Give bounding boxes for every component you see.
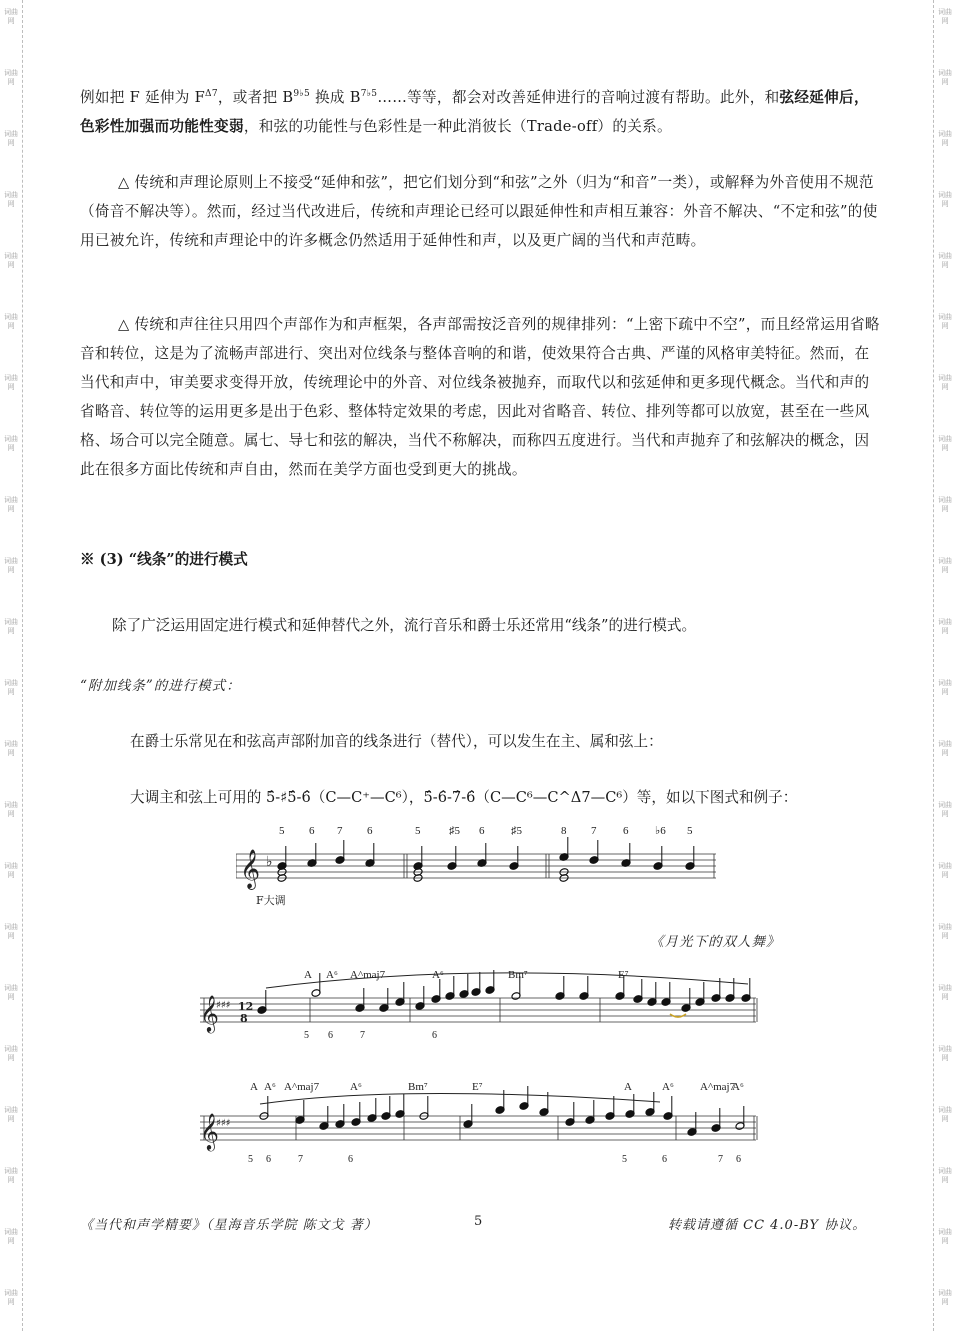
scale-degree-label: 6 (266, 1154, 271, 1165)
watermark-mark: 词曲网 (4, 8, 18, 25)
scale-degree-label: 6 (328, 1030, 333, 1041)
phrase-slur (266, 973, 748, 988)
watermark-mark: 词曲网 (4, 69, 18, 86)
sharp-key-signature-2: ♯♯♯ (216, 1118, 231, 1129)
watermark-mark: 词曲网 (4, 862, 18, 879)
scale-degree-label: 6 (432, 1030, 437, 1041)
watermark-mark: 词曲网 (938, 1289, 952, 1306)
section-heading: ※ (3) “线条”的进行模式 (80, 551, 248, 568)
watermark-mark: 词曲网 (938, 374, 952, 391)
watermark-mark: 词曲网 (4, 557, 18, 574)
chord-symbol: Bm⁷ (408, 1081, 428, 1093)
watermark-mark: 词曲网 (938, 923, 952, 940)
watermark-mark: 词曲网 (938, 557, 952, 574)
watermark-mark: 词曲网 (4, 1167, 18, 1184)
scale-degree-label: ♭6 (655, 825, 666, 837)
watermark-mark: 词曲网 (4, 679, 18, 696)
watermark-mark: 词曲网 (4, 1228, 18, 1245)
watermark-mark: 词曲网 (938, 130, 952, 147)
watermark-mark: 词曲网 (938, 191, 952, 208)
watermark-mark: 词曲网 (938, 313, 952, 330)
watermark-mark: 词曲网 (938, 1106, 952, 1123)
treble-clef-icon-2: 𝄞 (200, 994, 219, 1032)
scale-degree-label: 6 (367, 825, 373, 837)
time-sig-top: 12 (238, 1000, 254, 1013)
scale-degree-label: 7 (718, 1154, 723, 1165)
paragraph-3: △ 传统和声往往只用四个声部作为和声框架，各声部需按泛音列的规律排列：“上密下疏中不空”，而且经常运用省略音和转位，这是为了流畅声部进行、突出对位线条与整体音响的和谐，使效果符合古典、严谨的风格审美特征。然而，在当代和声中，审美要求变得开放，传统理论中的外音、对位线条被抛弃，而取代以和弦延伸和更多现代概念。当代和声的省略音、转位等的运用更多是出于色彩、整体特定效果的考虑，因此对省略音、转位、排列等都可以放宽，甚至在一些风格、场合可以完全随意。属七、导七和弦的解决，当代不称解决，而称四五度进行。当代和声抛弃了和弦解决的概念，因此在很多方面比传统和声自由，然而在美学方面也受到更大的挑战。 (80, 316, 880, 478)
watermark-mark: 词曲网 (4, 191, 18, 208)
section-intro: 除了广泛运用固定进行模式和延伸替代之外，流行音乐和爵士乐还常用“线条”的进行模式。 (112, 617, 697, 634)
scale-degree-label: 5 (622, 1154, 627, 1165)
chord-symbol: A⁶ (662, 1081, 674, 1093)
scale-degree-label: 5 (687, 825, 693, 837)
watermark-mark: 词曲网 (4, 252, 18, 269)
score-excerpt-1 (200, 966, 760, 1046)
scale-degree-label: 6 (309, 825, 315, 837)
scale-degree-label: 7 (360, 1030, 365, 1041)
watermark-mark: 词曲网 (938, 984, 952, 1001)
watermark-mark: 词曲网 (938, 1167, 952, 1184)
chord-symbol: A^maj7 (350, 969, 386, 981)
scale-degree-label: 5 (248, 1154, 253, 1165)
p1-text-e: ，和弦的功能性与色彩性是一种此消彼长（Trade-off）的关系。 (243, 118, 672, 135)
scale-degree-label: 6 (348, 1154, 353, 1165)
treble-clef-icon-3: 𝄞 (200, 1112, 219, 1150)
time-sig-bottom: 8 (240, 1012, 248, 1025)
scale-degree-label: 6 (662, 1154, 667, 1165)
footer-page-number: 5 (474, 1214, 484, 1229)
chord-symbol: A (624, 1081, 632, 1093)
watermark-mark: 词曲网 (4, 1106, 18, 1123)
scale-degree-label: 6 (623, 825, 629, 837)
watermark-mark: 词曲网 (4, 618, 18, 635)
score-excerpt-2 (200, 1076, 760, 1166)
scale-degree-label: 5 (304, 1030, 309, 1041)
chord-symbol: E⁷ (472, 1081, 483, 1093)
chord-symbol: Bm⁷ (508, 969, 528, 981)
scale-degree-label: 8 (561, 825, 567, 837)
paragraph-2: △ 传统和声理论原则上不接受“延伸和弦”，把它们划分到“和弦”之外（归为“和音”一类），或解释为外音使用不规范（倚音不解决等）。然而，经过当代改进后，传统和声理论已经可以跟延伸性和声相互兼容：外音不解决、“不定和弦”的使用已被允许，传统和声理论中的许多概念仍然适用于延伸性和声，以及更广阔的当代和声范畴。 (80, 174, 878, 249)
footer-license: 转载请遵循 CC 4.0-BY 协议。 (668, 1218, 867, 1233)
watermark-mark: 词曲网 (938, 740, 952, 757)
key-label: F大调 (256, 894, 286, 907)
p1-text-d: ……等等，都会对改善延伸进行的音响过渡有帮助。此外，和 (377, 89, 780, 106)
song-title: 《月光下的双人舞》 (650, 934, 781, 950)
p1-text-c: 换成 B (310, 89, 361, 106)
watermark-mark: 词曲网 (938, 252, 952, 269)
watermark-mark: 词曲网 (4, 1289, 18, 1306)
scale-degree-label: 6 (479, 825, 485, 837)
p1-text-a: 例如把 F 延伸为 F (80, 89, 206, 106)
scale-degree-label: ♯5 (511, 825, 522, 837)
watermark-mark: 词曲网 (938, 69, 952, 86)
p1-sup-2: 9♭5 (293, 89, 311, 99)
watermark-mark: 词曲网 (4, 801, 18, 818)
watermark-mark: 词曲网 (4, 313, 18, 330)
chord-symbol: A⁶ (732, 1081, 744, 1093)
watermark-mark: 词曲网 (938, 1228, 952, 1245)
watermark-mark: 词曲网 (938, 1045, 952, 1062)
scale-degree-label: ♯5 (449, 825, 460, 837)
example-text: 大调主和弦上可用的 5̂-♯5̂-6̂（C—C⁺—C⁶），5̂-6̂-7̂-6̂（C—C⁶—C^Δ7—C⁶）等，如以下图式和例子： (130, 789, 798, 806)
chord-symbol: A (304, 969, 312, 981)
scale-degree-label: 5 (279, 825, 285, 837)
watermark-mark: 词曲网 (4, 1045, 18, 1062)
watermark-mark: 词曲网 (938, 862, 952, 879)
watermark-mark: 词曲网 (938, 435, 952, 452)
chord-symbol: A^maj7 (284, 1081, 320, 1093)
chord-symbol: A^maj7 (700, 1081, 736, 1093)
chord-symbol: A (250, 1081, 258, 1093)
watermark-mark: 词曲网 (4, 923, 18, 940)
chord-symbol: A⁶ (326, 969, 338, 981)
scale-degree-label: 7 (298, 1154, 303, 1165)
watermark-mark: 词曲网 (938, 801, 952, 818)
phrase-slur (260, 1093, 660, 1104)
paragraph-1 (80, 80, 880, 141)
chord-symbol: A⁶ (350, 1081, 362, 1093)
scale-degree-label: 6 (736, 1154, 741, 1165)
chord-symbol: E⁷ (618, 969, 629, 981)
watermark-mark: 词曲网 (4, 984, 18, 1001)
tie-highlight (670, 1014, 686, 1017)
watermark-mark: 词曲网 (4, 374, 18, 391)
watermark-mark: 词曲网 (4, 130, 18, 147)
p1-sup-3: 7♭5 (360, 89, 378, 99)
p1-bold: 弦经延伸后，色彩性加强而功能性变弱 (80, 89, 869, 135)
scale-degree-label: 7 (591, 825, 597, 837)
watermark-mark: 词曲网 (938, 679, 952, 696)
p1-sup-1: Δ7 (205, 89, 218, 99)
sharp-key-signature: ♯♯♯ (216, 1000, 231, 1011)
scale-degree-label: 5 (415, 825, 421, 837)
watermark-mark: 词曲网 (938, 8, 952, 25)
treble-clef-icon: 𝄞 (240, 849, 261, 889)
chord-symbol: A⁶ (432, 969, 444, 981)
watermark-mark: 词曲网 (938, 496, 952, 513)
watermark-mark: 词曲网 (938, 618, 952, 635)
sub-text: 在爵士乐常见在和弦高声部附加音的线条进行（替代），可以发生在主、属和弦上： (130, 733, 663, 750)
sub-heading: “附加线条”的进行模式： (80, 678, 241, 694)
footer-book: 《当代和声学精要》（星海音乐学院 陈文戈 著） (80, 1218, 378, 1233)
watermark-mark: 词曲网 (4, 496, 18, 513)
p1-text-b: ，或者把 B (217, 89, 294, 106)
watermark-mark: 词曲网 (4, 740, 18, 757)
flat-key-signature: ♭ (266, 854, 273, 870)
chord-symbol: A⁶ (264, 1081, 276, 1093)
score-f-major-scheme (236, 820, 726, 910)
scale-degree-label: 7 (337, 825, 343, 837)
watermark-mark: 词曲网 (4, 435, 18, 452)
